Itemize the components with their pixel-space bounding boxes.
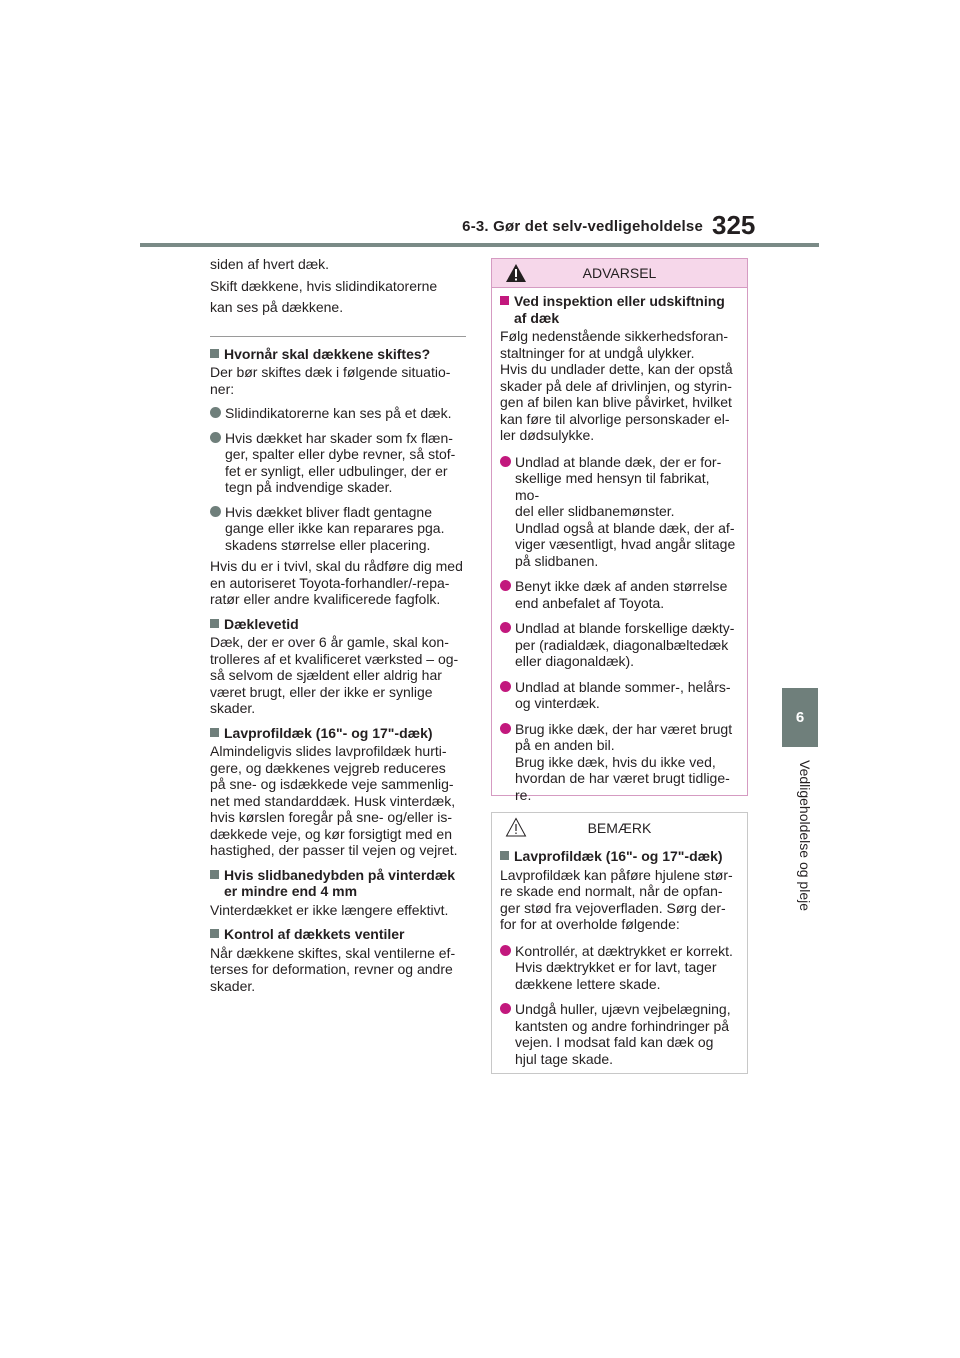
list-item xyxy=(210,405,466,422)
square-bullet-icon xyxy=(210,929,219,938)
header-rule xyxy=(140,243,819,247)
note-item-text: Kontrollér, at dæktrykket er korrekt. Hvis dæktrykket er for lavt, tager dækkene lettere skade. xyxy=(515,942,733,992)
circle-bullet-icon xyxy=(500,580,511,591)
section-divider xyxy=(210,336,466,337)
section-heading xyxy=(210,926,466,943)
note-title xyxy=(500,848,737,865)
section-heading xyxy=(210,725,466,742)
warning-title-text: Ved inspektion eller udskiftning af dæk xyxy=(514,293,725,326)
square-bullet-icon xyxy=(210,619,219,628)
section-body: Når dækkene skiftes, skal ventilerne ef- terses for deformation, revner og andre skader. xyxy=(210,944,456,994)
section-heading-text: Hvis slidbanedybden på vinterdæk er mindre end 4 mm xyxy=(224,866,456,899)
warning-item-text: Brug ikke dæk, der har været brugt på en anden bil. Brug ikke dæk, hvis du ikke ved, hvordan de har været brugt tidlige- re. xyxy=(515,720,733,803)
intro-line: siden af hvert dæk. xyxy=(210,256,330,272)
section-body: Der bør skiftes dæk i følgende situatio- ner: xyxy=(210,364,451,397)
square-bullet-icon xyxy=(210,728,219,737)
section-heading-text: Dæklevetid xyxy=(224,615,299,632)
warning-item-text: Benyt ikke dæk af anden størrelse end anbefalet af Toyota. xyxy=(515,578,728,611)
circle-bullet-icon xyxy=(500,622,511,633)
list-item-text: Hvis dækket har skader som fx flæn- ger, spalter eller dybe revner, så stof- fet er synligt, eller udbulinger, der er tegn på indvendige skader. xyxy=(225,429,456,495)
section-body: Almindeligvis slides lavprofildæk hurti- gere, og dækkenes vejgreb reduceres på sne- og isdækkede veje sammenlig- net med standarddæk. Husk vinterdæk, hvis kørslen foregår på sne- og/eller is- dækkede veje, og kør forsigtigt med en hastighed, der passer til vejen og vejret. xyxy=(210,743,458,858)
note-item-text: Undgå huller, ujævn vejbelægning, kantsten og andre forhindringer på vejen. I modsat fald kan dæk og hjul tage skade. xyxy=(515,1001,731,1067)
note-body: Lavprofildæk kan påføre hjulene stør- re skade end normalt, når de opfan- ger stød fra vejoverfladen. Sørg der- for for at overholde følgende: xyxy=(500,866,733,932)
list-item xyxy=(210,430,466,496)
left-column xyxy=(210,256,466,1002)
warning-triangle-icon xyxy=(505,263,527,283)
list-item xyxy=(210,504,466,554)
section-heading xyxy=(210,346,466,363)
square-bullet-icon xyxy=(210,349,219,358)
circle-bullet-icon xyxy=(500,945,511,956)
warning-body: Følg nedenstående sikkerhedsforan- staltninger for at undgå ulykker. Hvis du undlader dette, kan der opstå skader på dele af drivlinjen, og styrin- gen af bilen kan blive påvirket, hvilket kan føre til alvorlige personskader el- ler dødsulykke. xyxy=(500,328,733,443)
warning-item xyxy=(500,578,737,611)
circle-bullet-icon xyxy=(500,681,511,692)
circle-bullet-icon xyxy=(210,407,221,418)
section-heading-text: Lavprofildæk (16"- og 17"-dæk) xyxy=(224,724,433,741)
section-heading xyxy=(210,616,466,633)
note-content xyxy=(492,843,747,1067)
list-item-text: Slidindikatorerne kan ses på et dæk. xyxy=(225,405,452,421)
warning-item-text: Undlad at blande forskellige dækty- per (radialdæk, diagonalbæltedæk eller diagonaldæk). xyxy=(515,620,735,669)
warning-content xyxy=(492,288,747,803)
warning-item-text: Undlad at blande dæk, der er for- skellige med hensyn til fabrikat, mo- del eller slidbanemønster. Undlad også at blande dæk, der af- viger væsentligt, hvad angår slitage på slidbanen. xyxy=(515,453,736,569)
section-body: Dæk, der er over 6 år gamle, skal kon- trolleres af et kvalificeret værksted – og- så selvom de sjældent eller aldrig har været brugt, eller der ikke er synlige skader. xyxy=(210,634,459,716)
warning-item xyxy=(500,721,737,804)
section-title: 6-3. Gør det selv-vedligeholdelse xyxy=(462,218,703,235)
note-header xyxy=(492,813,747,843)
warning-item xyxy=(500,620,737,670)
circle-bullet-icon xyxy=(500,723,511,734)
warning-item-text: Undlad at blande sommer-, helårs- og vinterdæk. xyxy=(515,678,731,711)
warning-header xyxy=(492,259,747,288)
note-box xyxy=(491,812,748,1074)
circle-bullet-icon xyxy=(500,1003,511,1014)
warning-box xyxy=(491,258,748,803)
intro-line: kan ses på dækkene. xyxy=(210,299,344,315)
note-item xyxy=(500,943,737,993)
warning-item xyxy=(500,454,737,570)
chapter-tab: 6 xyxy=(782,688,818,747)
chapter-label: Vedligeholdelse og pleje xyxy=(797,760,813,912)
section-body: Vinterdækket er ikke længere effektivt. xyxy=(210,901,449,918)
section-body: Hvis du er i tvivl, skal du rådføre dig med en autoriseret Toyota-forhandler/-repa- ratør eller andre kvalificerede fagfolk. xyxy=(210,558,463,607)
page-number: 325 xyxy=(712,210,756,240)
list-item-text: Hvis dækket bliver fladt gentagne gange eller ikke kan reparares pga. skadens størrelse eller placering. xyxy=(225,503,445,553)
warning-title xyxy=(500,293,737,326)
notice-triangle-icon xyxy=(505,817,527,837)
note-item xyxy=(500,1001,737,1067)
intro-line: Skift dækkene, hvis slidindikatorerne xyxy=(210,277,438,294)
circle-bullet-icon xyxy=(500,456,511,467)
section-heading xyxy=(210,867,466,900)
section-heading-text: Hvornår skal dækkene skiftes? xyxy=(224,345,431,362)
circle-bullet-icon xyxy=(210,506,221,517)
section-heading-text: Kontrol af dækkets ventiler xyxy=(224,926,405,942)
note-title-text: Lavprofildæk (16"- og 17"-dæk) xyxy=(514,848,723,864)
square-bullet-icon xyxy=(500,851,509,860)
square-bullet-icon xyxy=(210,870,219,879)
warning-item xyxy=(500,679,737,712)
warning-heading: ADVARSEL xyxy=(582,264,657,281)
circle-bullet-icon xyxy=(210,432,221,443)
note-heading: BEMÆRK xyxy=(587,819,652,836)
square-bullet-icon xyxy=(500,296,509,305)
